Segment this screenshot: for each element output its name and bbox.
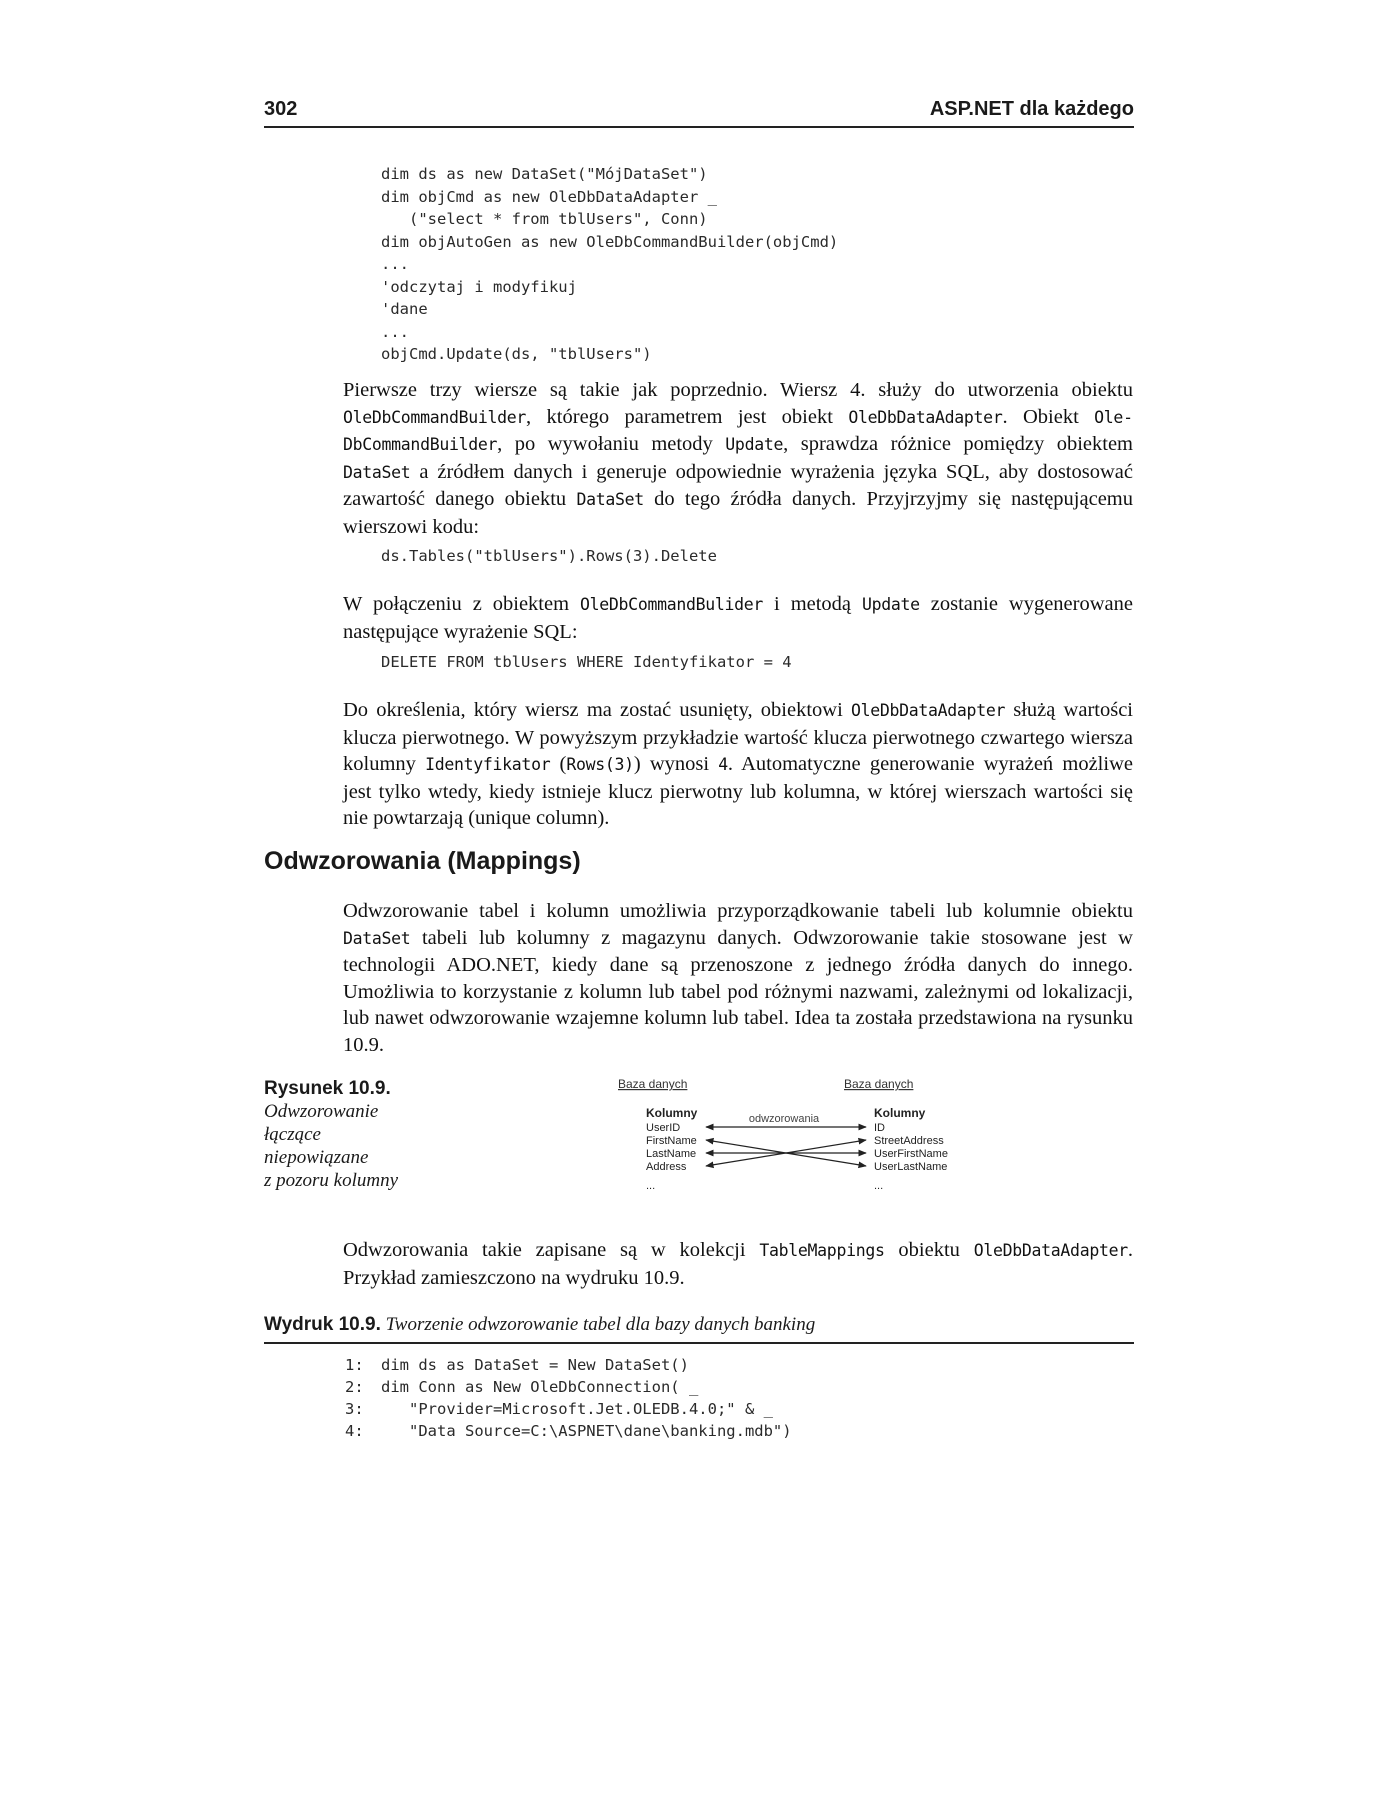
code-block-2: ds.Tables("tblUsers").Rows(3).Delete xyxy=(381,547,717,565)
mapping-diagram xyxy=(616,1075,966,1230)
listing-line xyxy=(345,1398,792,1420)
listing-line xyxy=(345,1420,792,1442)
listing-caption xyxy=(264,1314,1134,1344)
line-code: dim ds as DataSet = New DataSet() xyxy=(381,1356,689,1374)
line-number: 4: xyxy=(345,1422,364,1440)
right-columns-header: Kolumny xyxy=(874,1106,926,1120)
figure-description: Odwzorowanie łączące niepowiązane z pozoru kolumny xyxy=(264,1101,399,1191)
figure-label: Rysunek 10.9. xyxy=(264,1078,391,1099)
right-column-1: StreetAddress xyxy=(874,1135,944,1147)
right-column-4: ... xyxy=(874,1180,884,1192)
code-line: dim objCmd as new OleDbDataAdapter _ xyxy=(381,187,717,206)
code-line: 'odczytaj i modyfikuj xyxy=(381,277,577,296)
paragraph-5: Odwzorowania takie zapisane są w kolekcji TableMappings obiektu OleDbDataAdapter. Przykład zamieszczono na wydruku 10.9. xyxy=(343,1239,1133,1289)
left-db-label: Baza danych xyxy=(618,1077,688,1091)
left-column-2: LastName xyxy=(646,1148,697,1160)
paragraph-3: Do określenia, który wiersz ma zostać usunięty, obiektowi OleDbDataAdapter służą wartości klucza pierwotnego. W powyższym przykładzie wartość klucza pierwotnego czwartego wiersza kolumny Identyfikator (Rows(3)) wynosi 4. Automatyczne generowanie wyrażeń możliwe jest tylko wtedy, kiedy istnieje klucz pierwotny lub kolumna, w której wierszach wartości się nie powtarzają (unique column). xyxy=(343,699,1133,830)
left-column-0: UserID xyxy=(646,1122,681,1134)
left-column-3: Address xyxy=(646,1161,687,1173)
section-title: Odwzorowania (Mappings) xyxy=(264,847,581,875)
line-number: 2: xyxy=(345,1378,364,1396)
listing-line xyxy=(345,1354,792,1376)
code-line: ... xyxy=(381,255,409,273)
left-columns-header: Kolumny xyxy=(646,1106,698,1120)
page-header xyxy=(264,96,1134,128)
paragraph-1: Pierwsze trzy wiersze są takie jak poprzednio. Wiersz 4. służy do utworzenia obiektu OleDbCommandBuilder, którego parametrem jest obiekt OleDbDataAdapter. Obiekt OleDbCommandBuilder, po wywołaniu metody Update, sprawdza różnice pomiędzy obiektem DataSet a źródłem danych i generuje odpowiednie wyrażenia języka SQL, aby dostosować zawartość danego obiektu DataSet do tego źródła danych. Przyjrzyjmy się następującemu wierszowi kodu: xyxy=(343,379,1133,538)
page-number: 302 xyxy=(264,98,298,120)
paragraph-4: Odwzorowanie tabel i kolumn umożliwia przyporządkowanie tabeli lub kolumnie obiektu DataSet tabeli lub kolumny z magazynu danych. Odwzorowanie takie stosowane jest w technologii ADO.NET, kiedy dane są przenoszone z jednego źródła danych do innego. Umożliwia to korzystanie z kolumn lub tabel pod różnymi nazwami, zależnymi od lokalizacji, lub nawet odwzorowanie wzajemne kolumn lub tabel. Idea ta została przedstawiona na rysunku 10.9. xyxy=(343,900,1133,1056)
right-column-3: UserLastName xyxy=(874,1161,948,1173)
running-title: ASP.NET dla każdego xyxy=(929,98,1134,120)
code-line: ... xyxy=(381,322,409,341)
listing-line xyxy=(345,1376,792,1398)
code-line: objCmd.Update(ds, "tblUsers") xyxy=(381,345,652,363)
listing-description: Tworzenie odwzorowanie tabel dla bazy danych banking xyxy=(385,1314,816,1335)
line-code: "Provider=Microsoft.Jet.OLEDB.4.0;" & _ xyxy=(381,1400,773,1418)
listing-label: Wydruk 10.9. xyxy=(264,1314,381,1335)
line-code: dim Conn as New OleDbConnection( _ xyxy=(381,1378,699,1396)
code-block-1 xyxy=(381,163,838,366)
figure-caption xyxy=(264,1077,464,1192)
line-number: 3: xyxy=(345,1400,364,1418)
code-line: ("select * from tblUsers", Conn) xyxy=(381,210,708,228)
left-column-1: FirstName xyxy=(646,1135,697,1147)
code-line: 'dane xyxy=(381,300,428,318)
code-block-3: DELETE FROM tblUsers WHERE Identyfikator = 4 xyxy=(381,653,792,671)
code-line: dim objAutoGen as new OleDbCommandBuilder(objCmd) xyxy=(381,232,839,251)
listing-code xyxy=(345,1354,792,1442)
left-column-4: ... xyxy=(646,1180,656,1192)
paragraph-2: W połączeniu z obiektem OleDbCommandBulider i metodą Update zostanie wygenerowane następujące wyrażenie SQL: xyxy=(343,593,1133,643)
right-column-0: ID xyxy=(874,1122,885,1134)
right-db-label: Baza danych xyxy=(844,1077,914,1091)
right-column-2: UserFirstName xyxy=(874,1148,948,1160)
line-number: 1: xyxy=(345,1356,364,1374)
line-code: "Data Source=C:\ASPNET\dane\banking.mdb") xyxy=(381,1422,792,1440)
mapping-label: odwzorowania xyxy=(748,1113,820,1125)
code-line: dim ds as new DataSet("MójDataSet") xyxy=(381,165,708,183)
